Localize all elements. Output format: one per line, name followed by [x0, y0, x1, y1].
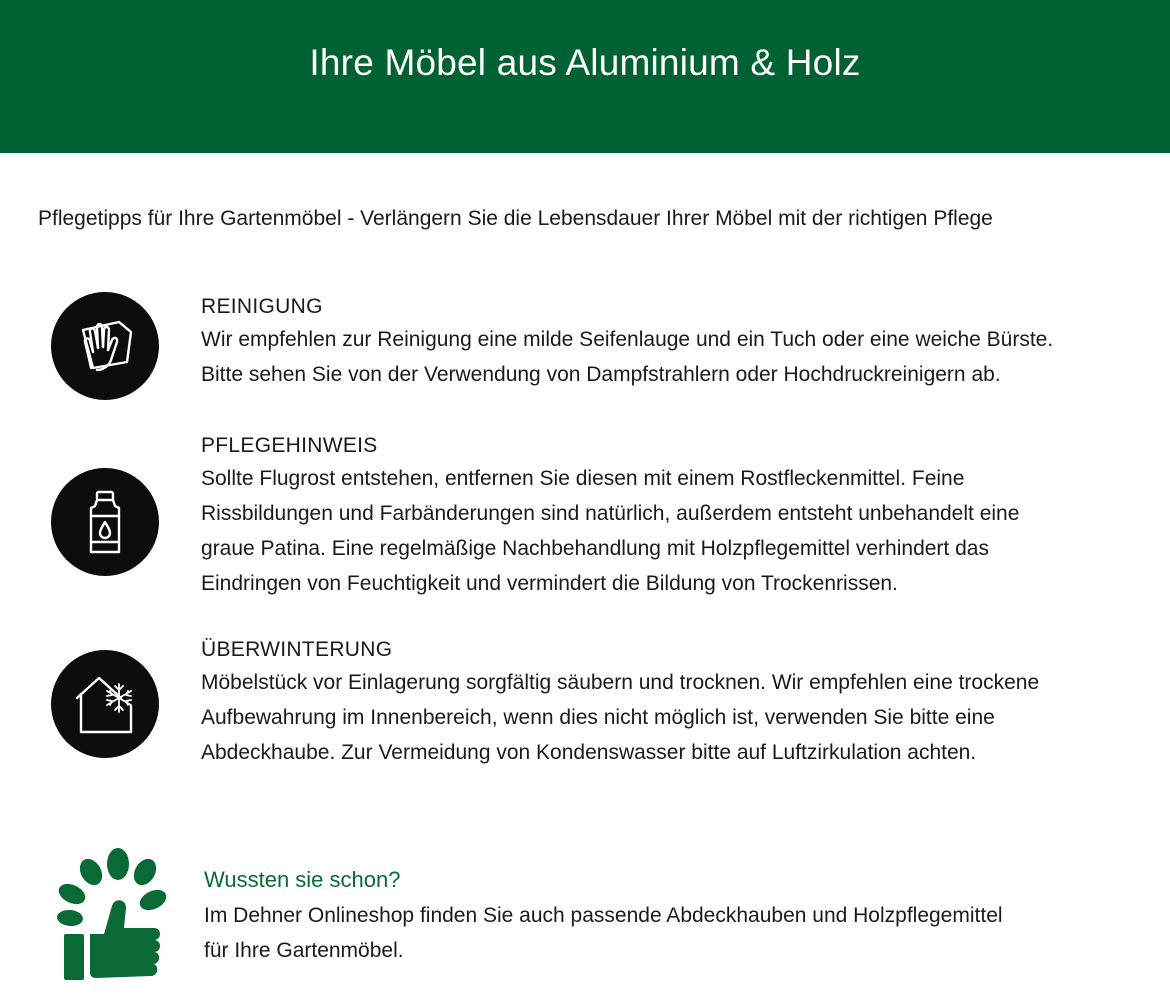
section-line: Aufbewahrung im Innenbereich, wenn dies nicht möglich ist, verwenden Sie bitte eine [201, 706, 995, 729]
tip-text [204, 862, 1003, 968]
section-heading: PFLEGEHINWEIS [201, 434, 378, 457]
header-banner [0, 0, 1170, 153]
section-line: Möbelstück vor Einlagerung sorgfältig säubern und trocknen. Wir empfehlen eine trockene [201, 671, 1040, 694]
thumbs-up-leaves-icon [46, 844, 170, 989]
care-bottle-icon [51, 468, 159, 576]
section-pflegehinweis-text [201, 431, 1019, 601]
section-ueberwinterung-text [201, 635, 1039, 770]
tip-title: Wussten sie schon? [204, 867, 401, 892]
section-line: Eindringen von Feuchtigkeit und vermindert die Bildung von Trockenrissen. [201, 572, 898, 595]
house-snowflake-icon [51, 650, 159, 758]
section-heading: ÜBERWINTERUNG [201, 638, 393, 661]
intro-text: Pflegetipps für Ihre Gartenmöbel - Verlängern Sie die Lebensdauer Ihrer Möbel mit der richtigen Pflege [38, 207, 993, 230]
tip-box [0, 840, 1170, 990]
tip-line: Im Dehner Onlineshop finden Sie auch passende Abdeckhauben und Holzpflegemittel [204, 904, 1003, 927]
cleaning-hand-cloth-icon [51, 292, 159, 400]
section-line: Abdeckhaube. Zur Vermeidung von Kondenswasser bitte auf Luftzirkulation achten. [201, 741, 977, 764]
tip-line: für Ihre Gartenmöbel. [204, 939, 404, 962]
section-line: graue Patina. Eine regelmäßige Nachbehandlung mit Holzpflegemittel verhindert das [201, 537, 989, 560]
section-line: Rissbildungen und Farbänderungen sind natürlich, außerdem entsteht unbehandelt eine [201, 502, 1020, 525]
section-reinigung-text [201, 292, 1053, 392]
section-line: Sollte Flugrost entstehen, entfernen Sie diesen mit einem Rostfleckenmittel. Feine [201, 467, 965, 490]
section-line: Wir empfehlen zur Reinigung eine milde Seifenlauge und ein Tuch oder eine weiche Bürste. [201, 328, 1054, 351]
section-line: Bitte sehen Sie von der Verwendung von Dampfstrahlern oder Hochdruckreinigern ab. [201, 363, 1001, 386]
page-title: Ihre Möbel aus Aluminium & Holz [309, 41, 861, 83]
section-heading: REINIGUNG [201, 295, 323, 318]
